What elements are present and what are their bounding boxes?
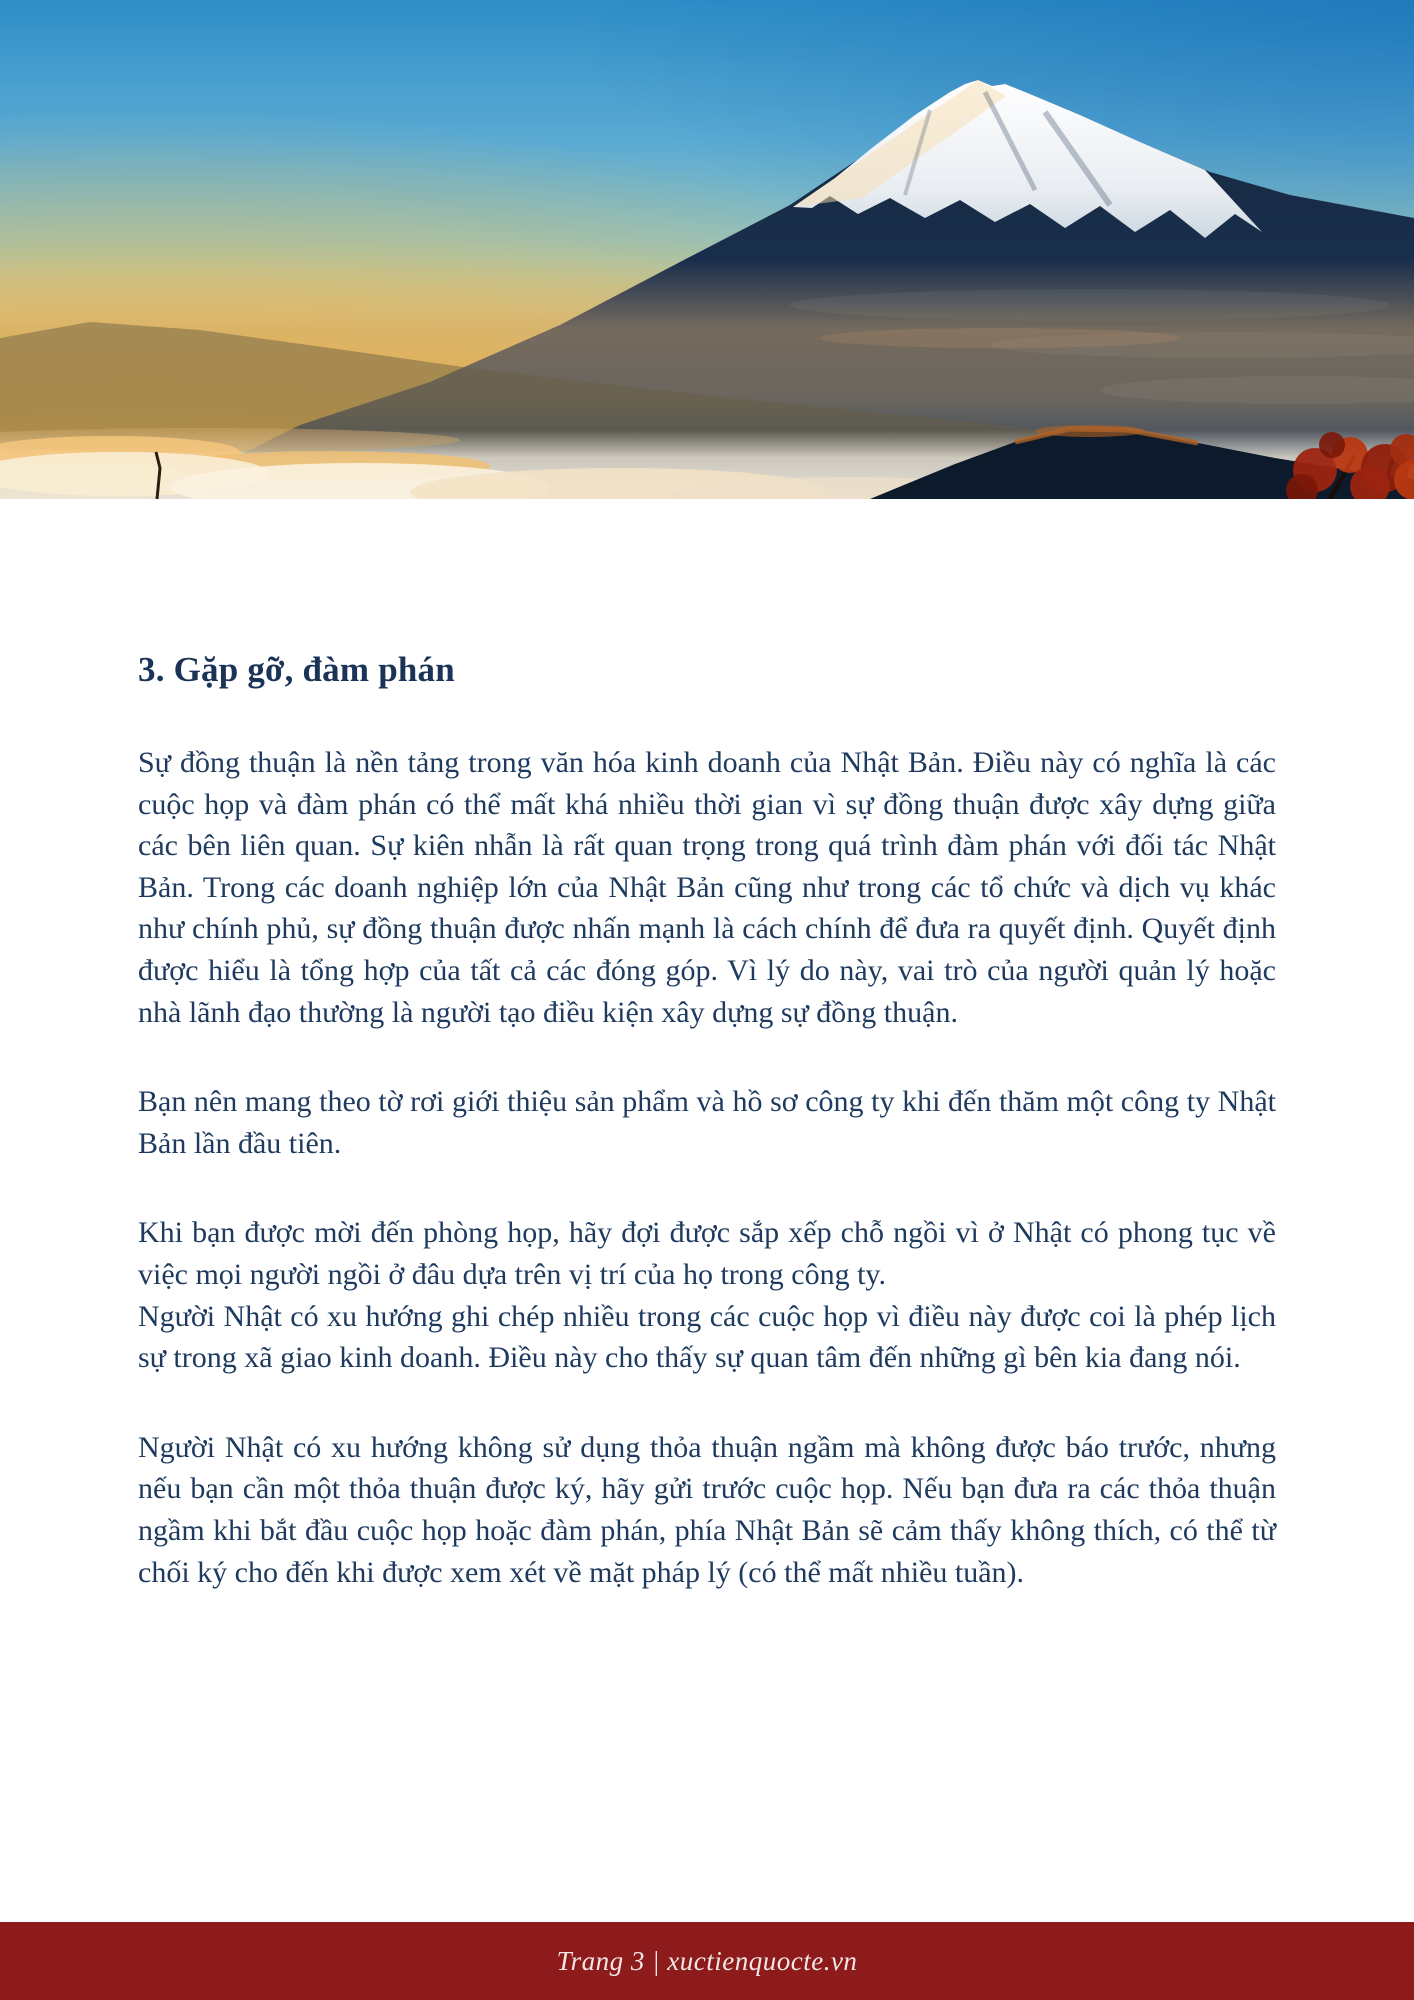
paragraph-meeting-seating: Khi bạn được mời đến phòng họp, hãy đợi được sắp xếp chỗ ngồi vì ở Nhật có phong tục về việc mọi người ngồi ở đâu dựa trên vị trí của họ trong công ty. bbox=[138, 1216, 1276, 1291]
paragraph-agreements: Người Nhật có xu hướng không sử dụng thỏa thuận ngầm mà không được báo trước, nhưng nếu bạn cần một thỏa thuận được ký, hãy gửi trước cuộc họp. Nếu bạn đưa ra các thỏa thuận ngầm khi bắt đầu cuộc họp hoặc đàm phán, phía Nhật Bản sẽ cảm thấy không thích, có thể từ chối ký cho đến khi được xem xét về mặt pháp lý (có thể mất nhiều tuần). bbox=[138, 1430, 1276, 1589]
paragraph-consensus: Sự đồng thuận là nền tảng trong văn hóa kinh doanh của Nhật Bản. Điều này có nghĩa là các cuộc họp và đàm phán có thể mất khá nhiều thời gian vì sự đồng thuận được xây dựng giữa các bên liên quan. Sự kiên nhẫn là rất quan trọng trong quá trình đàm phán với đối tác Nhật Bản. Trong các doanh nghiệp lớn của Nhật Bản cũng như trong các tổ chức và dịch vụ khác như chính phủ, sự đồng thuận được nhấn mạnh là cách chính để đưa ra quyết định. Quyết định được hiểu là tổng hợp của tất cả các đóng góp. Vì lý do này, vai trò của người quản lý hoặc nhà lãnh đạo thường là người tạo điều kiện xây dựng sự đồng thuận. bbox=[138, 746, 1276, 1029]
paragraph-note-taking: Người Nhật có xu hướng ghi chép nhiều trong các cuộc họp vì điều này được coi là phép lịch sự trong xã giao kinh doanh. Điều này cho thấy sự quan tâm đến những gì bên kia đang nói. bbox=[138, 1299, 1276, 1375]
hero-image-mount-fuji bbox=[0, 0, 1414, 499]
mount-fuji-sunrise-photo bbox=[0, 0, 1414, 499]
page-footer bbox=[0, 1922, 1414, 2000]
paragraph-brochure: Bạn nên mang theo tờ rơi giới thiệu sản phẩm và hồ sơ công ty khi đến thăm một công ty Nhật Bản lần đầu tiên. bbox=[138, 1085, 1276, 1160]
body-text-block bbox=[138, 742, 1276, 1593]
section-heading: 3. Gặp gỡ, đàm phán bbox=[138, 650, 455, 689]
footer-page-info: Trang 3 | xuctienquocte.vn bbox=[556, 1945, 858, 1976]
